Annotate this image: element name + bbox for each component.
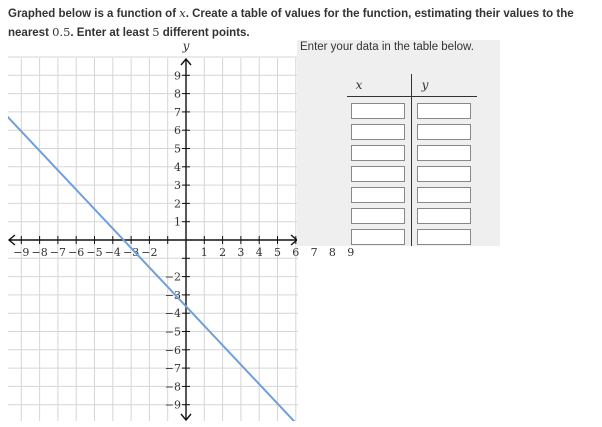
y-tick-label: 6 (174, 124, 181, 138)
prompt-text-4: different points. (159, 27, 250, 39)
y-tick-label: 4 (174, 160, 181, 174)
y-tick-label: −5 (164, 325, 181, 339)
y-column-header: y (421, 78, 429, 92)
y-tick-label: −9 (164, 398, 181, 412)
graph-grid (8, 57, 298, 421)
x-value-input[interactable] (351, 229, 405, 245)
x-tick-label: 7 (310, 246, 318, 259)
prompt-precision: 0.5 (52, 25, 71, 39)
y-value-input[interactable] (417, 229, 471, 245)
y-value-input[interactable] (417, 124, 471, 140)
data-table-panel (297, 40, 500, 246)
y-tick-label: −8 (164, 380, 181, 394)
y-tick-label: −2 (164, 270, 181, 284)
y-value-input[interactable] (417, 145, 471, 161)
prompt-count: 5 (152, 25, 160, 39)
x-tick-label: 9 (347, 246, 355, 259)
x-value-input[interactable] (351, 145, 405, 161)
x-value-input[interactable] (351, 208, 405, 224)
x-tick-label: 1 (200, 246, 208, 259)
y-tick-label: 9 (174, 69, 181, 83)
x-tick-label: 4 (255, 246, 263, 259)
prompt-text-2: . Create a table of values for the function, estimating their values to the nearest (8, 8, 574, 39)
x-tick-label: −8 (31, 246, 48, 259)
x-tick-label: 8 (328, 246, 336, 259)
y-tick-label: −7 (164, 362, 181, 376)
x-tick-label: −6 (68, 246, 85, 259)
x-tick-label: −2 (141, 246, 158, 259)
y-value-input[interactable] (417, 103, 471, 119)
x-tick-label: −9 (13, 246, 30, 259)
x-tick-label: −7 (49, 246, 67, 259)
y-value-input[interactable] (417, 166, 471, 182)
prompt-text-1: Graphed below is a function of (8, 8, 180, 20)
y-tick-label: 7 (174, 105, 181, 119)
x-value-input[interactable] (351, 124, 405, 140)
x-value-input[interactable] (351, 166, 405, 182)
y-tick-label: 2 (174, 197, 181, 211)
y-value-input[interactable] (417, 208, 471, 224)
x-tick-label: 2 (219, 246, 227, 259)
y-axis-label: y (182, 39, 190, 53)
x-column-header: x (355, 78, 363, 92)
prompt-text-3: . Enter at least (70, 27, 153, 39)
y-tick-label: 3 (174, 179, 181, 193)
x-tick-label: −5 (86, 246, 103, 259)
graph-axes (9, 59, 300, 420)
table-header-divider (347, 96, 477, 97)
x-tick-label: 3 (237, 246, 245, 259)
y-tick-label: −4 (164, 307, 181, 321)
table-column-divider (411, 74, 412, 246)
y-tick-label: 8 (174, 87, 181, 101)
x-value-input[interactable] (351, 187, 405, 203)
x-tick-label: 6 (292, 246, 300, 259)
y-tick-label: −3 (164, 288, 181, 302)
y-value-input[interactable] (417, 187, 471, 203)
y-tick-label: −6 (164, 343, 181, 357)
prompt-variable: x (179, 6, 186, 20)
x-value-input[interactable] (351, 103, 405, 119)
x-tick-label: −4 (104, 246, 121, 259)
y-tick-label: 5 (174, 142, 181, 156)
table-instructions: Enter your data in the table below. (300, 41, 474, 53)
x-tick-label: 5 (274, 246, 281, 259)
y-tick-label: 1 (174, 215, 181, 229)
x-tick-label: −3 (122, 246, 140, 259)
